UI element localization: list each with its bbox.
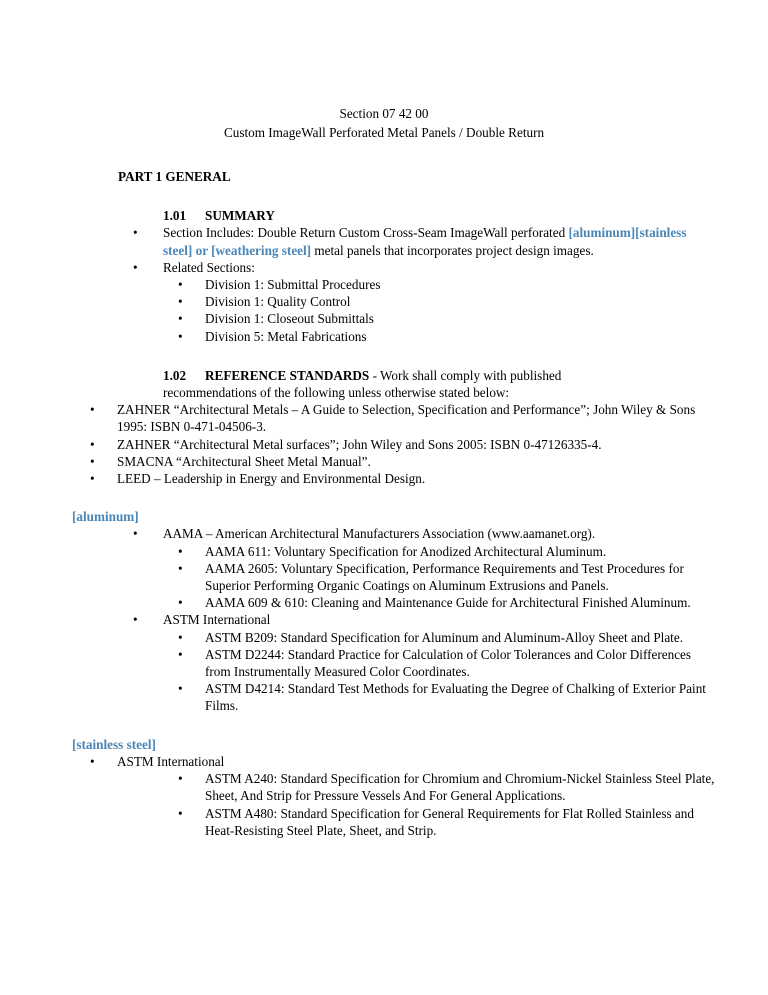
list-item — [0, 753, 768, 770]
bullet-icon: • — [133, 526, 138, 542]
bullet-icon: • — [178, 805, 183, 821]
bullet-icon: • — [133, 259, 138, 275]
related-section-text: Division 5: Metal Fabrications — [205, 328, 367, 344]
bullet-icon: • — [178, 277, 183, 293]
bullet-icon: • — [90, 471, 95, 487]
bullet-icon: • — [178, 560, 183, 576]
bullet-icon: • — [178, 311, 183, 327]
bullet-icon: • — [90, 453, 95, 469]
document-title-line-2: Custom ImageWall Perforated Metal Panels / Double Return — [223, 125, 545, 140]
group-label: ASTM International — [163, 612, 271, 628]
list-item — [0, 646, 768, 680]
list-item — [0, 611, 768, 628]
section-includes-suffix: metal panels that incorporates project design images. — [311, 242, 594, 258]
document-title-line-1: Section 07 42 00 — [339, 106, 429, 121]
bullet-icon: • — [178, 543, 183, 559]
list-item — [0, 401, 768, 435]
standard-text: AAMA 611: Voluntary Specification for Anodized Architectural Aluminum. — [205, 543, 607, 559]
standard-text: ASTM B209: Standard Specification for Aluminum and Aluminum-Alloy Sheet and Plate. — [205, 629, 683, 645]
tag-weathering-steel: [weathering steel] — [211, 242, 312, 258]
bullet-icon: • — [178, 595, 183, 611]
document-title-block — [0, 0, 768, 142]
bullet-icon: • — [178, 629, 183, 645]
bullet-icon: • — [178, 681, 183, 697]
list-item — [0, 224, 768, 258]
stainless-astm-items — [0, 770, 768, 839]
list-item — [0, 436, 768, 453]
aluminum-astm-items — [0, 629, 768, 715]
related-section-text: Division 1: Submittal Procedures — [205, 277, 381, 293]
section-title-reference-standards: REFERENCE STANDARDS — [205, 367, 370, 383]
section-heading-summary — [163, 207, 768, 224]
group-label: AAMA – American Architectural Manufacturers Association (www.aamanet.org). — [163, 526, 596, 542]
reference-standards-continuation: recommendations of the following unless otherwise stated below: — [163, 385, 510, 401]
bullet-icon: • — [133, 225, 138, 241]
related-section-text: Division 1: Closeout Submittals — [205, 311, 374, 327]
list-item — [0, 525, 768, 542]
group-label: ASTM International — [117, 753, 225, 769]
reference-standard-text: ZAHNER “Architectural Metals – A Guide to Selection, Specification and Performance”; John Wiley & Sons 1995: ISBN 0-471-04506-3. — [117, 402, 696, 435]
list-item — [0, 543, 768, 560]
list-item — [0, 259, 768, 276]
part-heading: PART 1 GENERAL — [118, 169, 231, 184]
standard-text: AAMA 609 & 610: Cleaning and Maintenance Guide for Architectural Finished Aluminum. — [205, 595, 691, 611]
standard-text: ASTM A240: Standard Specification for Chromium and Chromium-Nickel Stainless Steel Plate, Sheet, And Strip for Pressure Vessels And For General Applications. — [205, 771, 715, 804]
standard-text: ASTM A480: Standard Specification for General Requirements for Flat Rolled Stainless and Heat-Resisting Steel Plate, Sheet, and Strip. — [205, 805, 694, 838]
section-number-summary: 1.01 — [163, 208, 187, 224]
tag-stainless-steel: [stainless steel] — [163, 225, 687, 258]
aluminum-astm-group — [0, 611, 768, 628]
section-title-suffix: - Work shall comply with published — [369, 367, 562, 383]
summary-list — [0, 224, 768, 276]
related-section-text: Division 1: Quality Control — [205, 294, 351, 310]
list-item — [0, 328, 768, 345]
related-sections-label: Related Sections: — [163, 259, 255, 275]
section-tag-stainless-steel: [stainless steel] — [72, 736, 156, 752]
tag-aluminum: [aluminum] — [568, 225, 636, 241]
reference-standard-text: ZAHNER “Architectural Metal surfaces”; John Wiley and Sons 2005: ISBN 0-47126335-4. — [117, 436, 602, 452]
list-item — [0, 310, 768, 327]
tag-connector-or: or — [192, 242, 212, 258]
list-item — [0, 680, 768, 714]
section-includes-text — [163, 224, 716, 258]
list-item — [0, 470, 768, 487]
list-item — [0, 770, 768, 804]
bullet-icon: • — [90, 753, 95, 769]
list-item — [0, 293, 768, 310]
related-sections-list — [0, 276, 768, 345]
bullet-icon: • — [178, 771, 183, 787]
standard-text: ASTM D2244: Standard Practice for Calculation of Color Tolerances and Color Differences from Instrumentally Measured Color Coordinates. — [205, 646, 692, 680]
standard-text: AAMA 2605: Voluntary Specification, Performance Requirements and Test Procedures for Superior Performing Organic Coatings on Aluminum Extrusions and Panels. — [205, 560, 684, 594]
list-item — [0, 276, 768, 293]
section-heading-reference-standards — [163, 367, 768, 384]
bullet-icon: • — [178, 646, 183, 662]
list-item — [0, 805, 768, 839]
stainless-astm-group — [0, 753, 768, 770]
list-item — [0, 560, 768, 594]
bullet-icon: • — [90, 436, 95, 452]
bullet-icon: • — [90, 402, 95, 418]
section-number-reference-standards: 1.02 — [163, 367, 187, 383]
standard-text: ASTM D4214: Standard Test Methods for Evaluating the Degree of Chalking of Exterior Paint Films. — [205, 681, 706, 714]
section-title-summary: SUMMARY — [205, 208, 275, 224]
aluminum-aama-group — [0, 525, 768, 542]
list-item — [0, 629, 768, 646]
section-tag-aluminum: [aluminum] — [72, 509, 139, 525]
aluminum-aama-items — [0, 543, 768, 612]
list-item — [0, 594, 768, 611]
section-includes-prefix: Section Includes: Double Return Custom Cross-Seam ImageWall perforated — [163, 225, 569, 241]
bullet-icon: • — [133, 612, 138, 628]
list-item — [0, 453, 768, 470]
bullet-icon: • — [178, 294, 183, 310]
reference-standards-list — [0, 401, 768, 487]
reference-standard-text: LEED – Leadership in Energy and Environmental Design. — [117, 471, 426, 487]
bullet-icon: • — [178, 328, 183, 344]
reference-standard-text: SMACNA “Architectural Sheet Metal Manual”. — [117, 453, 371, 469]
